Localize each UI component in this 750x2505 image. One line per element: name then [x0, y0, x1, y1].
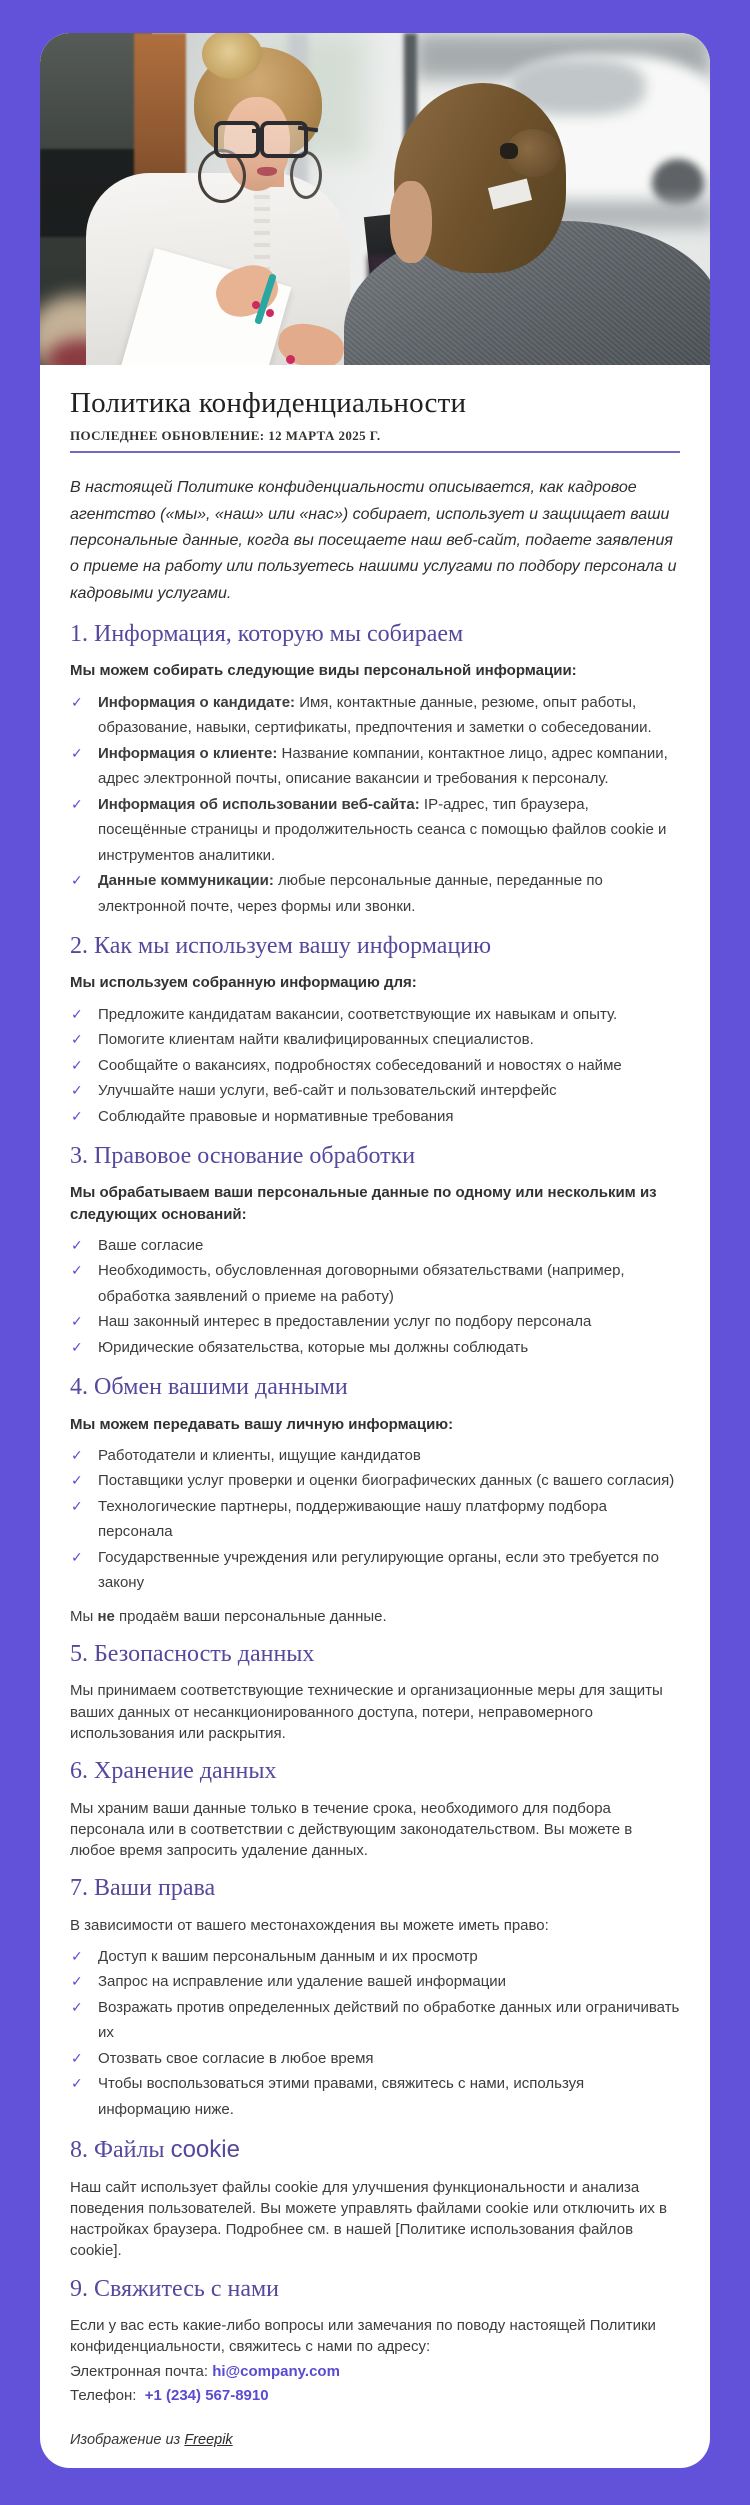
text-run: Мы принимаем соответствующие технические и организационные меры для защиты ваших данных от несанкционированного доступа, потери, неправомерного использования или раскрытия.	[70, 1682, 663, 1743]
photo-man-hair-tie	[500, 143, 518, 159]
freepik-link[interactable]: Freepik	[184, 2432, 233, 2449]
bold-text: Информация о клиенте:	[98, 744, 278, 762]
section-heading-8: 8. Файлы cookie	[70, 2136, 240, 2164]
section-heading-4: 4. Обмен вашими данными	[70, 1374, 348, 1401]
list-item	[70, 1233, 680, 1259]
bold-text: Информация о кандидате:	[98, 693, 296, 711]
check-icon: ✓	[71, 1446, 83, 1463]
check-icon: ✓	[71, 1548, 83, 1565]
text-run: Чтобы воспользоваться этими правами, свяжитесь с нами, используя информацию ниже.	[98, 2075, 585, 2118]
list-item	[70, 1944, 680, 1970]
list-item	[70, 1002, 680, 1028]
list-item	[70, 741, 680, 792]
text-run: Помогите клиентам найти квалифицированных специалистов.	[98, 1031, 534, 1049]
list-item	[70, 868, 680, 919]
check-icon: ✓	[71, 1338, 83, 1355]
section-heading-5: 5. Безопасность данных	[70, 1641, 315, 1668]
text-run: Технологические партнеры, поддерживающие нашу платформу подбора персонала	[98, 1497, 607, 1541]
section-heading-7: 7. Ваши права	[70, 1875, 216, 1902]
check-icon: ✓	[71, 1947, 83, 1964]
text-run: Сообщайте о вакансиях, подробностях собеседований и новостях о найме	[98, 1056, 622, 1074]
list-item	[70, 2046, 680, 2072]
section-paragraph	[70, 1798, 680, 1862]
text-run: Мы храним ваши данные только в течение срока, необходимого для подбора персонала или в соответствии с действующим законодательством. Вы можете в любое время запросить удаление данных.	[70, 1799, 633, 1860]
section-lead: Мы обрабатываем ваши персональные данные по одному или нескольким из следующих оснований:	[70, 1184, 657, 1223]
section-heading-3: 3. Правовое основание обработки	[70, 1143, 416, 1170]
text-run: Юридические обязательства, которые мы должны соблюдать	[98, 1338, 529, 1356]
photo-glasses-bridge	[252, 129, 262, 133]
section-number: 5.	[70, 1641, 94, 1668]
check-icon: ✓	[71, 1082, 83, 1099]
section-number: 6.	[70, 1758, 94, 1785]
check-icon: ✓	[71, 1031, 83, 1048]
check-list	[70, 1443, 680, 1596]
text-run: Наш законный интерес в предоставлении услуг по подбору персонала	[98, 1313, 592, 1331]
section-heading-2: 2. Как мы используем вашу информацию	[70, 933, 492, 960]
section-heading-1: 1. Информация, которую мы собираем	[70, 621, 464, 648]
photo-nail	[286, 355, 295, 364]
photo-glasses-left	[214, 121, 260, 158]
section-number: 8.	[70, 2137, 94, 2164]
text-run: Если у вас есть какие-либо вопросы или замечания по поводу настоящей Политики конфиденциальности, свяжитесь с нами по адресу:	[70, 2316, 656, 2356]
bold-text: Информация об использовании веб-сайта:	[98, 795, 420, 813]
photo-earring-2	[290, 151, 322, 199]
text-run: Запрос на исправление или удаление вашей информации	[98, 1973, 507, 1991]
page-title: Политика конфиденциальности	[70, 387, 467, 419]
text-run: Телефон:	[70, 2386, 145, 2404]
contact-link[interactable]: hi@company.com	[212, 2362, 340, 2380]
list-item	[70, 1995, 680, 2046]
section-paragraph	[70, 1680, 680, 1744]
section-lead: Мы можем собирать следующие виды персональной информации:	[70, 662, 577, 680]
hero-photo	[40, 33, 710, 365]
check-icon: ✓	[71, 1497, 83, 1514]
list-item	[70, 1494, 680, 1545]
photo-woman-lips	[257, 167, 277, 176]
last-updated: ПОСЛЕДНЕЕ ОБНОВЛЕНИЕ: 12 МАРТА 2025 Г.	[70, 428, 381, 444]
text-run: Улучшайте наши услуги, веб-сайт и пользовательский интерфейс	[98, 1082, 557, 1100]
text-run: Доступ к вашим персональным данным и их просмотр	[98, 1947, 478, 1965]
list-item	[70, 1258, 680, 1309]
check-icon: ✓	[71, 1107, 83, 1124]
section-number: 2.	[70, 933, 94, 960]
contact-line	[70, 2361, 680, 2382]
list-item	[70, 1104, 680, 1130]
section-heading-9: 9. Свяжитесь с нами	[70, 2275, 280, 2302]
check-list	[70, 1233, 680, 1361]
text-run: Отозвать свое согласие в любое время	[98, 2049, 374, 2067]
check-icon: ✓	[71, 1472, 83, 1489]
text-run: Предложите кандидатам вакансии, соответствующие их навыкам и опыту.	[98, 1005, 618, 1023]
content-card	[40, 33, 710, 2468]
section-paragraph	[70, 1915, 680, 1936]
text-run: Электронная почта:	[70, 2362, 213, 2380]
text-run: В зависимости от вашего местонахождения вы можете иметь право:	[70, 1916, 549, 1934]
photo-nail	[266, 309, 274, 317]
list-item	[70, 1309, 680, 1335]
contact-line	[70, 2385, 680, 2406]
text-run: Название компании, контактное лицо, адрес компании, адрес электронной почты, описание вакансии и требования к персоналу.	[98, 744, 668, 788]
section-heading-6: 6. Хранение данных	[70, 1758, 277, 1785]
section-lead: Мы используем собранную информацию для:	[70, 974, 417, 992]
check-icon: ✓	[71, 1973, 83, 1990]
check-icon: ✓	[71, 2075, 83, 2092]
check-icon: ✓	[71, 1313, 83, 1330]
text-run: Возражать против определенных действий по обработке данных или ограничивать их	[98, 1998, 680, 2042]
section-paragraph	[70, 2177, 680, 2262]
section-paragraph	[70, 1606, 680, 1627]
text-run: Государственные учреждения или регулирующие органы, если это требуется по закону	[98, 1548, 659, 1592]
section-number: 1.	[70, 621, 94, 648]
image-credit	[70, 2432, 680, 2448]
credit-text: Изображение из	[70, 2432, 185, 2449]
list-item	[70, 2071, 680, 2122]
check-icon: ✓	[71, 744, 83, 761]
latin-word: cookie	[170, 2136, 240, 2164]
list-item	[70, 1335, 680, 1361]
photo-nail	[252, 301, 260, 309]
check-icon: ✓	[71, 1998, 83, 2015]
text-run: Поставщики услуг проверки и оценки биографических данных (с вашего согласия)	[98, 1472, 675, 1490]
check-list	[70, 690, 680, 920]
check-icon: ✓	[71, 1056, 83, 1073]
check-icon: ✓	[71, 795, 83, 812]
text-run: Ваше согласие	[98, 1236, 204, 1254]
section-paragraph	[70, 2315, 680, 2358]
list-item	[70, 1053, 680, 1079]
check-icon: ✓	[71, 1005, 83, 1022]
check-list	[70, 1944, 680, 2123]
list-item	[70, 792, 680, 869]
text-run: продаём ваши персональные данные.	[114, 1607, 387, 1625]
list-item	[70, 1545, 680, 1596]
check-list	[70, 1002, 680, 1130]
check-icon: ✓	[71, 2049, 83, 2066]
section-number: 7.	[70, 1875, 94, 1902]
section-number: 9.	[70, 2275, 94, 2302]
intro-paragraph: В настоящей Политике конфиденциальности описывается, как кадровое агентство («мы», «наш» или «нас») собирает, использует и защищает ваши персональные данные, когда вы посещаете наш веб-сайт, подаете заявления о приеме на работу или пользуетесь нашими услугами по подбору персонала и кадровыми услугами.	[70, 479, 677, 602]
section-number: 3.	[70, 1143, 94, 1170]
check-icon: ✓	[71, 693, 83, 710]
section-lead: Мы можем передавать вашу личную информацию:	[70, 1415, 454, 1433]
section-number: 4.	[70, 1374, 94, 1401]
content-area	[40, 365, 710, 2468]
text-run: любые персональные данные, переданные по электронной почте, через формы или звонки.	[98, 872, 603, 915]
text-run: Работодатели и клиенты, ищущие кандидатов	[98, 1446, 421, 1464]
list-item	[70, 1078, 680, 1104]
list-item	[70, 1027, 680, 1053]
check-icon: ✓	[71, 1262, 83, 1279]
check-icon: ✓	[71, 1236, 83, 1253]
text-run: Наш сайт использует файлы cookie для улучшения функциональности и анализа поведения пользователей. Вы можете управлять файлами cookie или отключить их в настройках браузера. Подробнее см. в нашей [Политике использования файлов cookie].	[70, 2178, 668, 2260]
bold-text: Данные коммуникации:	[98, 872, 274, 890]
text-run: Мы	[70, 1607, 98, 1625]
list-item	[70, 1969, 680, 1995]
text-run: Соблюдайте правовые и нормативные требования	[98, 1107, 454, 1125]
divider-rule	[70, 451, 680, 453]
list-item	[70, 690, 680, 741]
bold-text: не	[97, 1607, 115, 1625]
list-item	[70, 1468, 680, 1494]
list-item	[70, 1443, 680, 1469]
text-run: Необходимость, обусловленная договорными обязательствами (например, обработка заявлений о приеме на работу)	[98, 1262, 625, 1305]
policy-sections	[70, 619, 680, 2406]
check-icon: ✓	[71, 872, 83, 889]
text-run: IP-адрес, тип браузера, посещённые страницы и продолжительность сеанса с помощью файлов cookie и инструментов аналитики.	[98, 795, 667, 864]
text-run: Имя, контактные данные, резюме, опыт работы, образование, навыки, сертификаты, предпочтения и заметки о собеседовании.	[98, 693, 652, 737]
photo-car-wheel	[652, 159, 704, 207]
contact-link[interactable]: +1 (234) 567-8910	[144, 2386, 269, 2404]
photo-man-face	[390, 181, 432, 263]
